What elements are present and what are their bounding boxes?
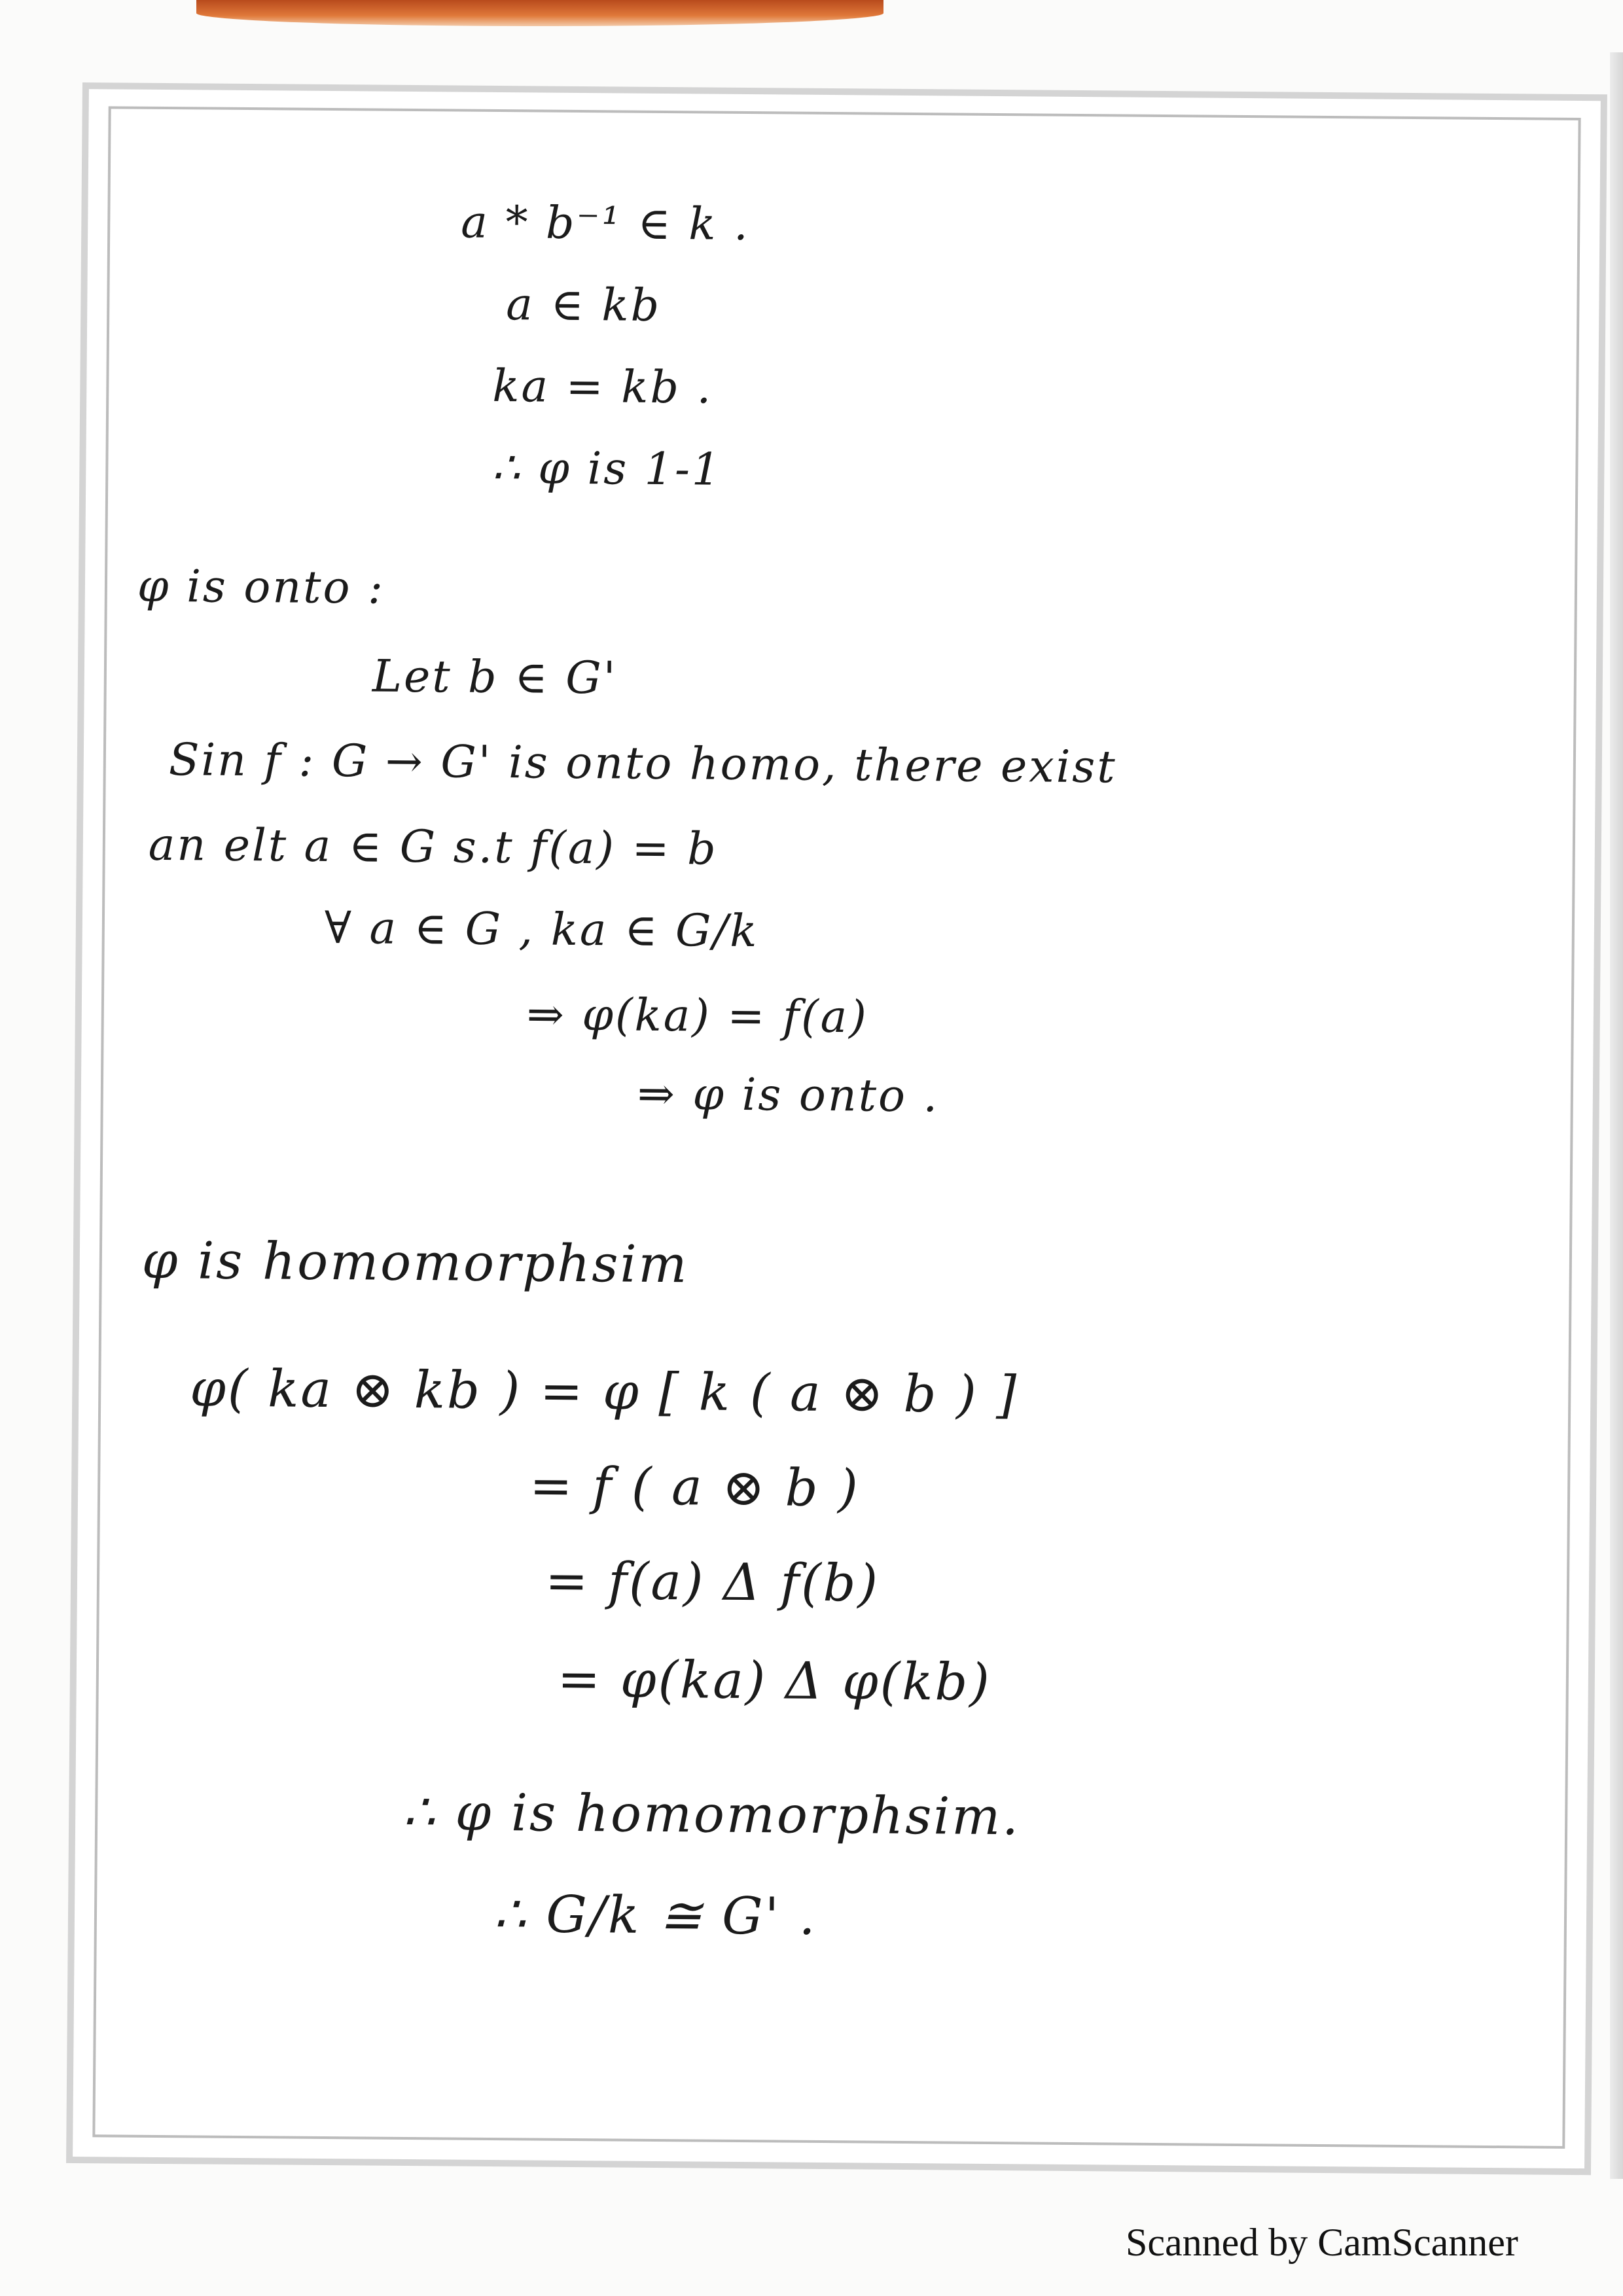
handwritten-line: Sin f : G → G' is onto homo, there exist (168, 734, 1117, 794)
book-edge-strip (196, 0, 883, 26)
handwritten-line: ∴ G/k ≅ G' . (493, 1885, 817, 1947)
handwritten-line: = f ( a ⊗ b ) (529, 1457, 861, 1519)
handwritten-line: ⇒ φ is onto . (637, 1068, 940, 1123)
handwritten-line: φ( ka ⊗ kb ) = φ [ k ( a ⊗ b ) ] (189, 1359, 1019, 1425)
handwritten-line: = f(a) Δ f(b) (544, 1551, 880, 1614)
section-heading-onto (137, 561, 385, 614)
handwritten-line: = φ(ka) Δ φ(kb) (557, 1650, 992, 1712)
handwritten-line: Let b ∈ G' (372, 650, 618, 705)
handwritten-line: ∴ φ is 1-1 (491, 442, 722, 496)
handwritten-line: a ∈ kb (506, 279, 662, 332)
handwritten-line: ka = kb . (492, 360, 713, 414)
handwritten-line: ∴ φ is homomorphsim. (402, 1782, 1021, 1847)
handwritten-line: ⇒ φ(ka) = f(a) (526, 989, 869, 1044)
section-heading-homomorphism: φ is homomorphsim (141, 1231, 689, 1295)
page-edge-shadow (1610, 52, 1623, 2179)
handwritten-line: an elt a ∈ G s.t f(a) = b (148, 819, 719, 875)
notebook-page (66, 82, 1607, 2175)
section-heading-text: φ is onto : (137, 560, 385, 614)
handwritten-line: ∀ a ∈ G , ka ∈ G/k (324, 902, 759, 958)
handwritten-line: a * b⁻¹ ∈ k . (461, 196, 751, 251)
scanner-watermark: Scanned by CamScanner (1126, 2221, 1518, 2264)
